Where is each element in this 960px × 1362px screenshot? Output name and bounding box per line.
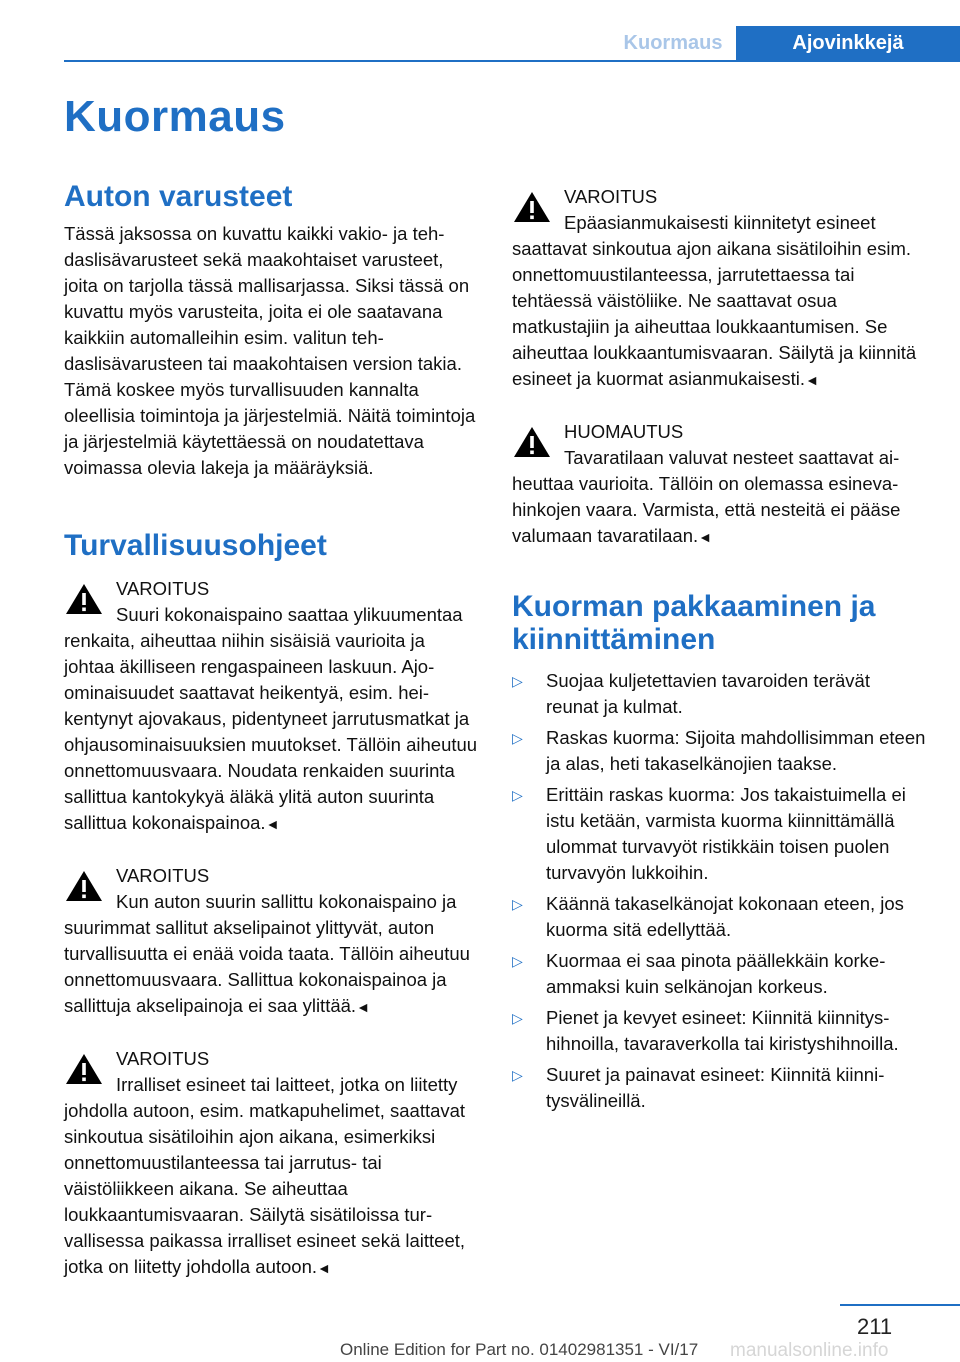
list-item: [512, 1005, 926, 1057]
list-item: [512, 1062, 926, 1114]
end-mark-icon: ◄: [356, 999, 370, 1015]
list-item-text: Suuret ja painavat esineet: Kiinnitä kiinnitysvälineillä.: [546, 1064, 885, 1111]
warning-title: VAROITUS: [116, 1048, 210, 1069]
list-item: [512, 782, 926, 886]
end-mark-icon: ◄: [698, 529, 712, 545]
bullet-triangle-icon: ▷: [512, 673, 523, 689]
list-item: [512, 668, 926, 720]
list-item-text: Erittäin raskas kuorma: Jos takaistuimella ei istu ketään, varmista kuorma kiinnittämällä ulommat turvavyöt ristikkäin toisen puolen turvavyön lukkoihin.: [546, 784, 906, 883]
list-item-text: Suojaa kuljetettavien tavaroiden terävät reunat ja kulmat.: [546, 670, 870, 717]
left-column: [64, 180, 478, 1281]
list-item: [512, 725, 926, 777]
equipment-paragraph: Tässä jaksossa on kuvattu kaikki vakio- ja tehdaslisävarusteet sekä maakohtaiset varusteet, joita on tarjolla tässä mallisarjassa. Siksi tässä on kuvattu myös varusteita, joita ei ole saatavana kaikkiin automalleihin esim. valitun tehdaslisävarusteen tai maakohtaisen version takia. Tämä koskee myös turvallisuuden kannalta oleellisia toimintoja ja järjestelmiä. Näitä toimintoja ja järjestelmiä käytettäessä on noudatettava voimassa olevia lakeja ja määräyksiä.: [64, 223, 476, 478]
warning-block: [64, 1046, 478, 1281]
warning-block: [512, 184, 926, 393]
warning-block: [64, 863, 478, 1020]
warning-title: VAROITUS: [564, 186, 658, 207]
header-rule: [64, 60, 960, 62]
warning-triangle-icon: [512, 190, 552, 224]
right-column: [512, 184, 926, 1119]
end-mark-icon: ◄: [805, 372, 819, 388]
section-heading-safety: Turvallisuusohjeet: [64, 529, 327, 562]
end-mark-icon: ◄: [265, 816, 280, 832]
list-item-text: Kuormaa ei saa pinota päällekkäin korkeammaksi kuin selkänojan korkeus.: [546, 950, 886, 997]
bullet-triangle-icon: ▷: [512, 1010, 523, 1026]
header-tab-chapter: Ajovinkkejä: [736, 26, 960, 60]
bullet-triangle-icon: ▷: [512, 730, 523, 746]
page-number: 211: [857, 1314, 893, 1339]
warning-triangle-icon: [64, 1052, 104, 1086]
warning-triangle-icon: [512, 425, 552, 459]
bullet-triangle-icon: ▷: [512, 787, 523, 803]
bullet-triangle-icon: ▷: [512, 1067, 523, 1083]
edition-text: Online Edition for Part no. 01402981351 - VI/17: [340, 1340, 699, 1359]
notice-title: HUOMAUTUS: [564, 421, 684, 442]
warning-block: [64, 576, 478, 837]
bullet-triangle-icon: ▷: [512, 896, 523, 912]
warning-title: VAROITUS: [116, 865, 210, 886]
bullet-triangle-icon: ▷: [512, 953, 523, 969]
end-mark-icon: ◄: [317, 1260, 331, 1276]
watermark: manualsonline.info: [730, 1340, 889, 1361]
section-heading-equipment: Auton varusteet: [64, 180, 293, 213]
warning-title: VAROITUS: [116, 578, 210, 599]
warning-triangle-icon: [64, 869, 104, 903]
list-item-text: Pienet ja kevyet esineet: Kiinnitä kiinnityshihnoilla, tavaraverkolla tai kiristyshihnoilla.: [546, 1007, 899, 1054]
list-item-text: Käännä takaselkänojat kokonaan eteen, jos kuorma sitä edellyttää.: [546, 893, 904, 940]
notice-block: [512, 419, 926, 550]
packing-list: [512, 668, 926, 1114]
warning-text: Epäasianmukaisesti kiinnitetyt esineet saattavat sinkoutua ajon aikana sisätiloihin esim. onnettomuustilanteessa, jarrutettaessa tai tehtäessä väistöliike. Ne saattavat osua matkustajiin ja aiheuttaa loukkaantumisen. Se aiheuttaa loukkaantumisvaaran. Säilytä ja kiinnitä esineet ja kuormat asianmukaisesti.: [512, 212, 917, 389]
header-tab-section: Kuormaus: [610, 26, 736, 60]
warning-text: Kun auton suurin sallittu kokonaispaino ja suurimmat sallitut akselipainot ylittyvät, auton turvallisuutta ei enää voida taata. Tällöin aiheutuu onnettomuusvaara. Sallittua kokonaispainoa ja sallittuja akselipainoja ei saa ylittää.: [64, 891, 470, 1016]
page-title: Kuormaus: [64, 92, 286, 141]
notice-text: Tavaratilaan valuvat nesteet saattavat aiheuttaa vaurioita. Tällöin on olemassa esinevahinkojen vaara. Varmista, että nesteitä ei pääse valumaan tavaratilaan.: [512, 447, 901, 546]
footer-rule: [840, 1304, 960, 1306]
warning-text: Suuri kokonaispaino saattaa ylikuumentaa renkaita, aiheuttaa niihin sisäisiä vaurioita ja johtaa äkilliseen rengaspaineen laskuun. Ajoominaisuudet saattavat heikentyä, esim. heikentynyt ajovakaus, pidentyneet jarrutusmatkat ja ohjausominaisuuksien muutokset. Tällöin aiheutuu onnettomuusvaara. Noudata renkaiden suurinta sallittua kantokykyä äläkä ylitä auton suurinta sallittua kokonaispainoa.: [64, 604, 478, 833]
warning-triangle-icon: [64, 582, 104, 616]
list-item: [512, 948, 926, 1000]
section-heading-packing: Kuorman pakkaaminen ja kiinnittäminen: [512, 590, 876, 656]
warning-text: Irralliset esineet tai laitteet, jotka on liitetty johdolla autoon, esim. matkapuhelimet, saattavat sinkoutua sisätiloihin ajon aikana, esimerkiksi onnettomuustilanteessa tai jarrutus- tai väistöliikkeen aikana. Se aiheuttaa loukkaantumisvaaran. Säilytä sisätiloissa turvallisessa paikassa irralliset esineet sekä laitteet, jotka on liitetty johdolla autoon.: [64, 1074, 466, 1277]
list-item-text: Raskas kuorma: Sijoita mahdollisimman eteen ja alas, heti takaselkänojien taakse.: [546, 727, 926, 774]
list-item: [512, 891, 926, 943]
